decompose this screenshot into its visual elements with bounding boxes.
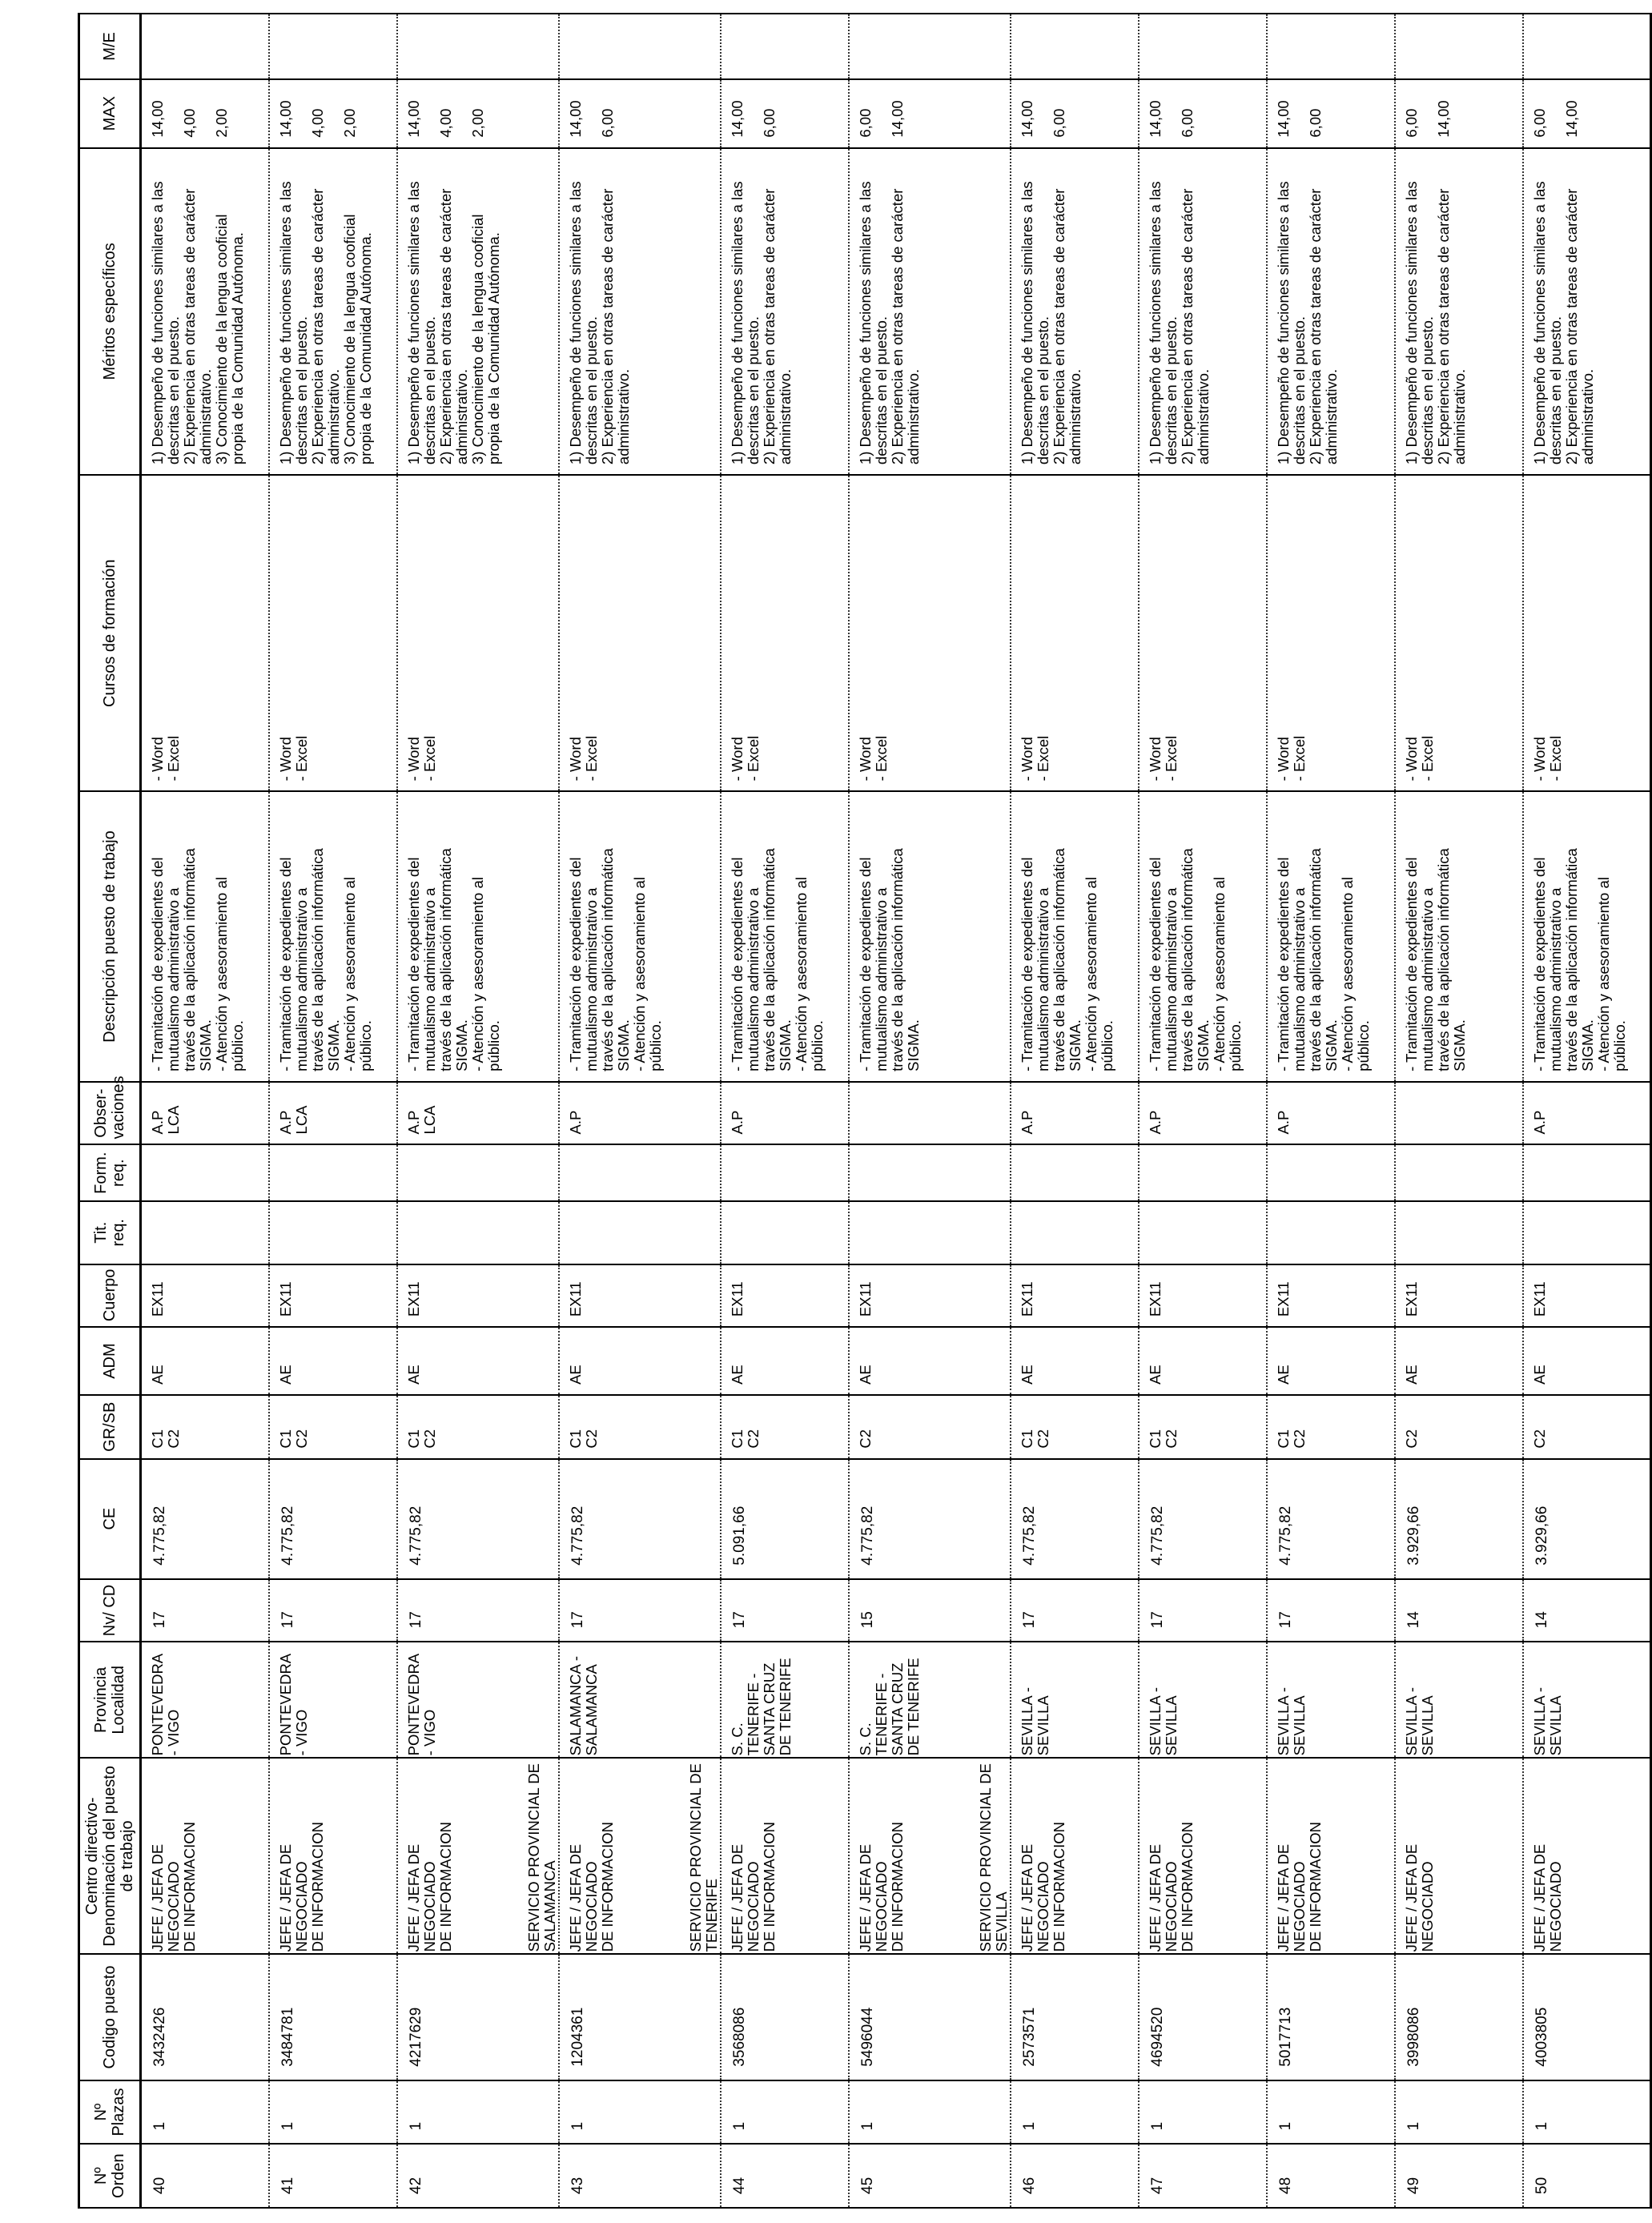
cell-meritos: 1) Desempeño de funciones similares a las descritas en el puesto. 2) Experiencia en otras tareas de carácter administrativo. (1395, 148, 1523, 475)
cell-tit (141, 1201, 269, 1264)
cell-centro: JEFE / JEFA DE NEGOCIADO DE INFORMACION (1139, 1758, 1267, 1954)
cell-grupo: C1 C2 (397, 1395, 559, 1459)
cell-orden: 42 (397, 2144, 559, 2208)
table-row (559, 14, 721, 2208)
cell-nivel: 14 (1523, 1579, 1651, 1642)
cell-obs: A.P LCA (269, 1082, 397, 1145)
cell-orden: 50 (1523, 2144, 1651, 2208)
cell-descripcion: - Tramitación de expedientes del mutualismo administrativo a través de la aplicación informática SIGMA. - Atención y asesoramiento al público. (269, 791, 397, 1082)
header-nivel: Nv/ CD (79, 1579, 141, 1642)
positions-table (78, 13, 1652, 2209)
cell-form (1395, 1144, 1523, 1200)
cell-provincia: SEVILLA - SEVILLA (1011, 1642, 1139, 1758)
cell-nivel: 17 (269, 1579, 397, 1642)
cell-obs: A.P LCA (141, 1082, 269, 1145)
table-body (141, 14, 1652, 2208)
cell-plazas: 1 (1011, 2080, 1139, 2145)
cell-cursos: - Word - Excel (1011, 475, 1139, 791)
cell-plazas: 1 (1523, 2080, 1651, 2145)
cell-grupo: C2 (1523, 1395, 1651, 1459)
cell-descripcion: - Tramitación de expedientes del mutualismo administrativo a través de la aplicación informática SIGMA. - Atención y asesoramiento al público. (1139, 791, 1267, 1082)
cell-cursos: - Word - Excel (1395, 475, 1523, 791)
cell-provincia: SALAMANCA - SALAMANCA (559, 1642, 721, 1758)
cell-adm: AE (1267, 1327, 1395, 1395)
cell-orden: 49 (1395, 2144, 1523, 2208)
cell-max: 14,00 6,00 (721, 79, 849, 148)
cell-grupo: C2 (1395, 1395, 1523, 1459)
cell-ce: 4.775,82 (141, 1459, 269, 1579)
header-meritos: Méritos específicos (79, 148, 141, 475)
cell-me (1395, 14, 1523, 79)
cell-form (397, 1144, 559, 1200)
cell-descripcion: - Tramitación de expedientes del mutualismo administrativo a través de la aplicación informática SIGMA. - Atención y asesoramiento al público. (721, 791, 849, 1082)
table-row (269, 14, 397, 2208)
cell-form (559, 1144, 721, 1200)
cell-nivel: 17 (559, 1579, 721, 1642)
cell-obs: A.P (1267, 1082, 1395, 1145)
cell-orden: 47 (1139, 2144, 1267, 2208)
header-descripcion: Descripción puesto de trabajo (79, 791, 141, 1082)
cell-grupo: C1 C2 (1011, 1395, 1139, 1459)
cell-ce: 3.929,66 (1523, 1459, 1651, 1579)
header-centro: Centro directivo- Denominación del puesto de trabajo (79, 1758, 141, 1954)
cell-codigo: 3432426 (141, 1954, 269, 2080)
cell-nivel: 17 (141, 1579, 269, 1642)
cell-obs (849, 1082, 1011, 1145)
cell-cursos: - Word - Excel (1267, 475, 1395, 791)
cell-adm: AE (269, 1327, 397, 1395)
cell-ce: 4.775,82 (1011, 1459, 1139, 1579)
table-row (721, 14, 849, 2208)
cell-tit (1395, 1201, 1523, 1264)
cell-nivel: 17 (1139, 1579, 1267, 1642)
cell-meritos: 1) Desempeño de funciones similares a las descritas en el puesto. 2) Experiencia en otras tareas de carácter administrativo. 3) Conocimiento de la lengua cooficial propia de la Comunidad Autónoma. (269, 148, 397, 475)
cell-plazas: 1 (1395, 2080, 1523, 2145)
cell-tit (1267, 1201, 1395, 1264)
header-me: M/E (79, 14, 141, 79)
cell-centro: JEFE / JEFA DE NEGOCIADO DE INFORMACION (269, 1758, 397, 1954)
table-row (141, 14, 269, 2208)
cell-plazas: 1 (1139, 2080, 1267, 2145)
cell-meritos: 1) Desempeño de funciones similares a las descritas en el puesto. 2) Experiencia en otras tareas de carácter administrativo. 3) Conocimiento de la lengua cooficial propia de la Comunidad Autónoma. (141, 148, 269, 475)
cell-ce: 4.775,82 (397, 1459, 559, 1579)
cell-orden: 43 (559, 2144, 721, 2208)
header-adm: ADM (79, 1327, 141, 1395)
table-row (1139, 14, 1267, 2208)
cell-max: 6,00 14,00 (849, 79, 1011, 148)
cell-me (849, 14, 1011, 79)
cell-centro: JEFE / JEFA DE NEGOCIADO DE INFORMACION (1011, 1758, 1139, 1954)
header-cuerpo: Cuerpo (79, 1264, 141, 1328)
table-row (1011, 14, 1139, 2208)
cell-ce: 4.775,82 (849, 1459, 1011, 1579)
cell-plazas: 1 (849, 2080, 1011, 2145)
cell-me (141, 14, 269, 79)
cell-codigo: 2573571 (1011, 1954, 1139, 2080)
cell-form (721, 1144, 849, 1200)
header-plazas: Nº Plazas (79, 2080, 141, 2145)
cell-plazas: 1 (1267, 2080, 1395, 2145)
cell-cuerpo: EX11 (849, 1264, 1011, 1328)
cell-obs (1395, 1082, 1523, 1145)
cell-form (1011, 1144, 1139, 1200)
cell-grupo: C2 (849, 1395, 1011, 1459)
cell-cuerpo: EX11 (721, 1264, 849, 1328)
cell-me (559, 14, 721, 79)
cell-obs: A.P (1523, 1082, 1651, 1145)
cell-max: 14,00 4,00 2,00 (397, 79, 559, 148)
cell-centro: JEFE / JEFA DE NEGOCIADO DE INFORMACION SERVICIO PROVINCIAL DE TENERIFE (559, 1758, 721, 1954)
cell-tit (1011, 1201, 1139, 1264)
cell-cuerpo: EX11 (269, 1264, 397, 1328)
cell-meritos: 1) Desempeño de funciones similares a las descritas en el puesto. 2) Experiencia en otras tareas de carácter administrativo. (1267, 148, 1395, 475)
cell-grupo: C1 C2 (1267, 1395, 1395, 1459)
header-grupo: GR/SB (79, 1395, 141, 1459)
cell-form (1523, 1144, 1651, 1200)
cell-centro: JEFE / JEFA DE NEGOCIADO DE INFORMACION (1267, 1758, 1395, 1954)
cell-me (1523, 14, 1651, 79)
cell-me (721, 14, 849, 79)
cell-provincia: SEVILLA - SEVILLA (1395, 1642, 1523, 1758)
cell-max: 6,00 14,00 (1395, 79, 1523, 148)
cell-descripcion: - Tramitación de expedientes del mutualismo administrativo a través de la aplicación informática SIGMA. - Atención y asesoramiento al público. (1011, 791, 1139, 1082)
cell-tit (559, 1201, 721, 1264)
cell-codigo: 4217629 (397, 1954, 559, 2080)
header-codigo: Codigo puesto (79, 1954, 141, 2080)
cell-obs: A.P LCA (397, 1082, 559, 1145)
cell-descripcion: - Tramitación de expedientes del mutualismo administrativo a través de la aplicación informática SIGMA. - Atención y asesoramiento al público. (559, 791, 721, 1082)
cell-ce: 5.091,66 (721, 1459, 849, 1579)
cell-cursos: - Word - Excel (1139, 475, 1267, 791)
cell-plazas: 1 (559, 2080, 721, 2145)
cell-form (1267, 1144, 1395, 1200)
cell-centro: JEFE / JEFA DE NEGOCIADO (1523, 1758, 1651, 1954)
header-provincia: Provincia Localidad (79, 1642, 141, 1758)
cell-grupo: C1 C2 (721, 1395, 849, 1459)
cell-adm: AE (141, 1327, 269, 1395)
cell-orden: 48 (1267, 2144, 1395, 2208)
cell-cursos: - Word - Excel (721, 475, 849, 791)
cell-meritos: 1) Desempeño de funciones similares a las descritas en el puesto. 2) Experiencia en otras tareas de carácter administrativo. 3) Conocimiento de la lengua cooficial propia de la Comunidad Autónoma. (397, 148, 559, 475)
header-ce: CE (79, 1459, 141, 1579)
cell-codigo: 3484781 (269, 1954, 397, 2080)
cell-tit (397, 1201, 559, 1264)
cell-descripcion: - Tramitación de expedientes del mutualismo administrativo a través de la aplicación informática SIGMA. - Atención y asesoramiento al público. (1523, 791, 1651, 1082)
cell-form (141, 1144, 269, 1200)
cell-cuerpo: EX11 (1267, 1264, 1395, 1328)
cell-max: 6,00 14,00 (1523, 79, 1651, 148)
cell-cursos: - Word - Excel (849, 475, 1011, 791)
cell-meritos: 1) Desempeño de funciones similares a las descritas en el puesto. 2) Experiencia en otras tareas de carácter administrativo. (1011, 148, 1139, 475)
cell-plazas: 1 (269, 2080, 397, 2145)
cell-tit (1523, 1201, 1651, 1264)
cell-codigo: 1204361 (559, 1954, 721, 2080)
cell-adm: AE (397, 1327, 559, 1395)
cell-tit (849, 1201, 1011, 1264)
header-max: MAX (79, 79, 141, 148)
cell-max: 14,00 6,00 (1267, 79, 1395, 148)
table-row (1395, 14, 1523, 2208)
cell-nivel: 17 (1267, 1579, 1395, 1642)
cell-adm: AE (1139, 1327, 1267, 1395)
cell-codigo: 4003805 (1523, 1954, 1651, 2080)
cell-cuerpo: EX11 (1011, 1264, 1139, 1328)
table-row (1523, 14, 1651, 2208)
cell-plazas: 1 (397, 2080, 559, 2145)
header-titulacion: Tit. req. (79, 1201, 141, 1264)
cell-adm: AE (559, 1327, 721, 1395)
cell-provincia: S. C. TENERIFE - SANTA CRUZ DE TENERIFE (721, 1642, 849, 1758)
cell-adm: AE (1011, 1327, 1139, 1395)
cell-meritos: 1) Desempeño de funciones similares a las descritas en el puesto. 2) Experiencia en otras tareas de carácter administrativo. (721, 148, 849, 475)
cell-cursos: - Word - Excel (1523, 475, 1651, 791)
cell-nivel: 17 (1011, 1579, 1139, 1642)
cell-nivel: 17 (721, 1579, 849, 1642)
cell-max: 14,00 6,00 (1011, 79, 1139, 148)
cell-cuerpo: EX11 (1395, 1264, 1523, 1328)
cell-ce: 4.775,82 (1267, 1459, 1395, 1579)
cell-centro: JEFE / JEFA DE NEGOCIADO DE INFORMACION (141, 1758, 269, 1954)
cell-meritos: 1) Desempeño de funciones similares a las descritas en el puesto. 2) Experiencia en otras tareas de carácter administrativo. (849, 148, 1011, 475)
cell-obs: A.P (1011, 1082, 1139, 1145)
cell-me (397, 14, 559, 79)
cell-provincia: PONTEVEDRA - VIGO (269, 1642, 397, 1758)
cell-obs: A.P (1139, 1082, 1267, 1145)
cell-form (1139, 1144, 1267, 1200)
cell-obs: A.P (559, 1082, 721, 1145)
cell-provincia: S. C. TENERIFE - SANTA CRUZ DE TENERIFE (849, 1642, 1011, 1758)
table-row (849, 14, 1011, 2208)
cell-adm: AE (1395, 1327, 1523, 1395)
cell-tit (269, 1201, 397, 1264)
cell-form (269, 1144, 397, 1200)
cell-provincia: PONTEVEDRA - VIGO (141, 1642, 269, 1758)
table-row (1267, 14, 1395, 2208)
cell-cursos: - Word - Excel (397, 475, 559, 791)
header-formacion: Form. req. (79, 1144, 141, 1200)
cell-orden: 40 (141, 2144, 269, 2208)
header-row (79, 14, 141, 2208)
cell-plazas: 1 (721, 2080, 849, 2145)
cell-descripcion: - Tramitación de expedientes del mutualismo administrativo a través de la aplicación informática SIGMA. - Atención y asesoramiento al público. (141, 791, 269, 1082)
cell-obs: A.P (721, 1082, 849, 1145)
cell-max: 14,00 6,00 (1139, 79, 1267, 148)
cell-cuerpo: EX11 (1523, 1264, 1651, 1328)
cell-max: 14,00 4,00 2,00 (141, 79, 269, 148)
cell-orden: 44 (721, 2144, 849, 2208)
cell-centro: JEFE / JEFA DE NEGOCIADO (1395, 1758, 1523, 1954)
cell-tit (721, 1201, 849, 1264)
cell-descripcion: - Tramitación de expedientes del mutualismo administrativo a través de la aplicación informática SIGMA. (849, 791, 1011, 1082)
cell-grupo: C1 C2 (269, 1395, 397, 1459)
cell-provincia: SEVILLA - SEVILLA (1267, 1642, 1395, 1758)
cell-max: 14,00 4,00 2,00 (269, 79, 397, 148)
cell-ce: 4.775,82 (559, 1459, 721, 1579)
cell-ce: 4.775,82 (1139, 1459, 1267, 1579)
cell-adm: AE (1523, 1327, 1651, 1395)
cell-codigo: 3568086 (721, 1954, 849, 2080)
cell-orden: 46 (1011, 2144, 1139, 2208)
cell-cuerpo: EX11 (141, 1264, 269, 1328)
cell-orden: 45 (849, 2144, 1011, 2208)
cell-codigo: 5017713 (1267, 1954, 1395, 2080)
cell-centro: JEFE / JEFA DE NEGOCIADO DE INFORMACION (721, 1758, 849, 1954)
cell-meritos: 1) Desempeño de funciones similares a las descritas en el puesto. 2) Experiencia en otras tareas de carácter administrativo. (1523, 148, 1651, 475)
cell-codigo: 3998086 (1395, 1954, 1523, 2080)
cell-ce: 4.775,82 (269, 1459, 397, 1579)
cell-centro: JEFE / JEFA DE NEGOCIADO DE INFORMACION SERVICIO PROVINCIAL DE SEVILLA (849, 1758, 1011, 1954)
cell-cuerpo: EX11 (1139, 1264, 1267, 1328)
cell-meritos: 1) Desempeño de funciones similares a las descritas en el puesto. 2) Experiencia en otras tareas de carácter administrativo. (1139, 148, 1267, 475)
table-row (397, 14, 559, 2208)
cell-provincia: SEVILLA - SEVILLA (1139, 1642, 1267, 1758)
cell-nivel: 15 (849, 1579, 1011, 1642)
cell-cursos: - Word - Excel (559, 475, 721, 791)
cell-me (1139, 14, 1267, 79)
cell-descripcion: - Tramitación de expedientes del mutualismo administrativo a través de la aplicación informática SIGMA. - Atención y asesoramiento al público. (397, 791, 559, 1082)
cell-descripcion: - Tramitación de expedientes del mutualismo administrativo a través de la aplicación informática SIGMA. (1395, 791, 1523, 1082)
cell-grupo: C1 C2 (141, 1395, 269, 1459)
cell-plazas: 1 (141, 2080, 269, 2145)
cell-cuerpo: EX11 (397, 1264, 559, 1328)
cell-provincia: SEVILLA - SEVILLA (1523, 1642, 1651, 1758)
cell-me (1011, 14, 1139, 79)
cell-grupo: C1 C2 (1139, 1395, 1267, 1459)
header-observaciones: Obser- vaciones (79, 1082, 141, 1145)
cell-codigo: 5496044 (849, 1954, 1011, 2080)
cell-me (269, 14, 397, 79)
cell-cursos: - Word - Excel (141, 475, 269, 791)
cell-tit (1139, 1201, 1267, 1264)
cell-cuerpo: EX11 (559, 1264, 721, 1328)
cell-cursos: - Word - Excel (269, 475, 397, 791)
cell-me (1267, 14, 1395, 79)
cell-adm: AE (849, 1327, 1011, 1395)
cell-descripcion: - Tramitación de expedientes del mutualismo administrativo a través de la aplicación informática SIGMA. - Atención y asesoramiento al público. (1267, 791, 1395, 1082)
cell-nivel: 17 (397, 1579, 559, 1642)
cell-meritos: 1) Desempeño de funciones similares a las descritas en el puesto. 2) Experiencia en otras tareas de carácter administrativo. (559, 148, 721, 475)
cell-codigo: 4694520 (1139, 1954, 1267, 2080)
header-cursos: Cursos de formación (79, 475, 141, 791)
cell-ce: 3.929,66 (1395, 1459, 1523, 1579)
cell-adm: AE (721, 1327, 849, 1395)
cell-max: 14,00 6,00 (559, 79, 721, 148)
cell-nivel: 14 (1395, 1579, 1523, 1642)
cell-orden: 41 (269, 2144, 397, 2208)
cell-centro: JEFE / JEFA DE NEGOCIADO DE INFORMACION SERVICIO PROVINCIAL DE SALAMANCA (397, 1758, 559, 1954)
cell-form (849, 1144, 1011, 1200)
header-orden: Nº Orden (79, 2144, 141, 2208)
cell-grupo: C1 C2 (559, 1395, 721, 1459)
cell-provincia: PONTEVEDRA - VIGO (397, 1642, 559, 1758)
